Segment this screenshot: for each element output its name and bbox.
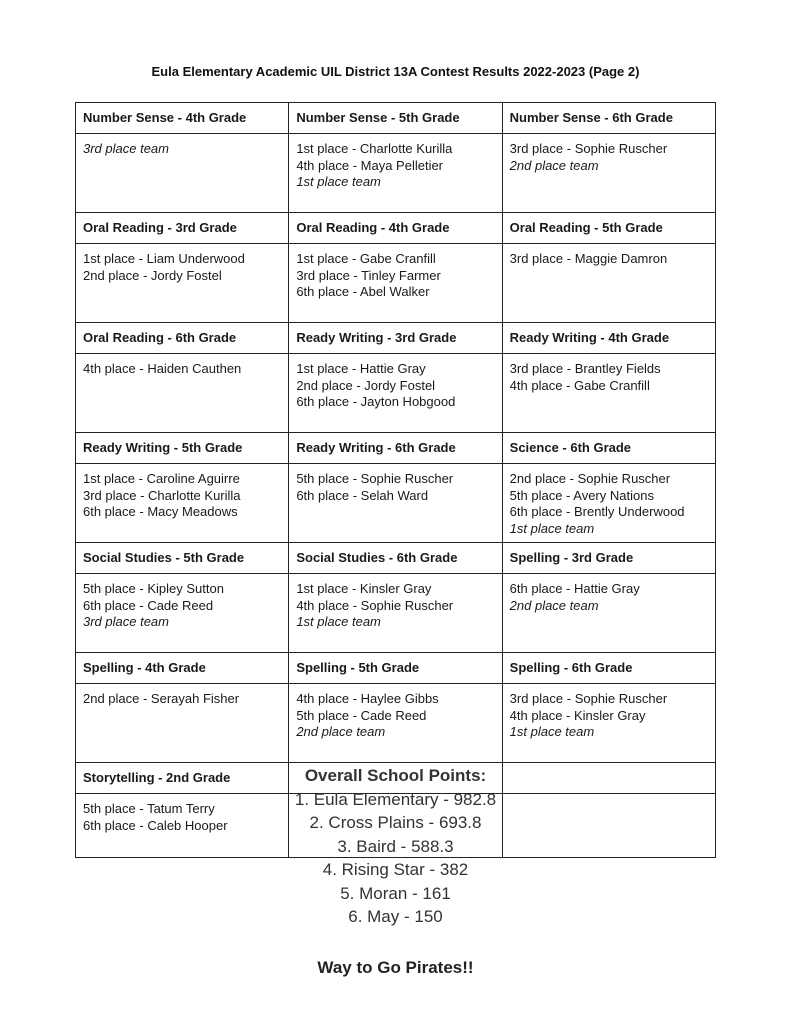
category-header-row [76, 433, 716, 464]
results-row [76, 574, 716, 653]
placement-entry: 5th place - Cade Reed [296, 707, 427, 723]
category-header: Spelling - 5th Grade [289, 653, 502, 684]
placement-entry: 6th place - Hattie Gray [509, 581, 640, 596]
results-table [75, 102, 716, 858]
category-header: Oral Reading - 3rd Grade [76, 213, 289, 244]
placement-entry: 5th place - Avery Nations [509, 487, 654, 503]
points-item: 5. Moran - 161 [340, 883, 451, 903]
results-row [76, 684, 716, 763]
placement-entry: 6th place - Cade Reed [83, 597, 214, 613]
placement-entry: 2nd place - Serayah Fisher [83, 691, 240, 706]
placement-entry: 1st place - Liam Underwood [83, 251, 245, 266]
team-placement: 1st place team [509, 724, 595, 739]
results-cell [76, 134, 289, 213]
placement-entry: 4th place - Sophie Ruscher [296, 597, 454, 613]
placement-entry: 5th place - Sophie Ruscher [296, 471, 454, 486]
placement-entry: 6th place - Brently Underwood [509, 504, 685, 519]
category-header: Social Studies - 5th Grade [76, 543, 289, 574]
results-row [76, 134, 716, 213]
team-placement: 3rd place team [83, 614, 169, 629]
results-cell [76, 574, 289, 653]
category-header: Spelling - 3rd Grade [502, 543, 715, 574]
points-item: 2. Cross Plains - 693.8 [309, 813, 482, 833]
category-header-row [76, 653, 716, 684]
team-placement: 1st place team [509, 520, 595, 536]
category-header: Ready Writing - 4th Grade [502, 323, 715, 354]
results-cell [76, 464, 289, 543]
results-cell [76, 354, 289, 433]
placement-entry: 6th place - Macy Meadows [83, 504, 238, 519]
category-header: Ready Writing - 6th Grade [289, 433, 502, 464]
results-cell [76, 684, 289, 763]
placement-entry: 2nd place - Sophie Ruscher [509, 471, 671, 486]
category-header: Number Sense - 5th Grade [289, 103, 502, 134]
results-cell [289, 464, 502, 543]
team-placement: 2nd place team [296, 724, 386, 739]
results-cell [502, 684, 715, 763]
placement-entry: 3rd place - Tinley Farmer [296, 267, 441, 283]
placement-entry: 1st place - Gabe Cranfill [296, 251, 436, 266]
results-cell [289, 244, 502, 323]
results-cell [502, 464, 715, 543]
placement-entry: 5th place - Kipley Sutton [83, 581, 224, 596]
category-header: Social Studies - 6th Grade [289, 543, 502, 574]
category-header: Storytelling - 2nd Grade [76, 763, 289, 794]
category-header-row [76, 543, 716, 574]
results-cell [502, 354, 715, 433]
placement-entry: 3rd place - Charlotte Kurilla [83, 487, 241, 503]
results-row [76, 464, 716, 543]
results-row [76, 354, 716, 433]
placement-entry: 1st place - Caroline Aguirre [83, 471, 240, 486]
points-item: 3. Baird - 588.3 [337, 836, 454, 856]
placement-entry: 1st place - Kinsler Gray [296, 581, 432, 596]
team-placement: 2nd place team [509, 597, 599, 613]
results-table-body [76, 103, 716, 858]
results-cell [289, 134, 502, 213]
overall-points-list [0, 788, 791, 928]
team-placement: 3rd place team [83, 141, 169, 156]
points-item: 6. May - 150 [348, 907, 443, 927]
category-header: Ready Writing - 5th Grade [76, 433, 289, 464]
placement-entry: 4th place - Haylee Gibbs [296, 691, 439, 706]
category-header-row [76, 323, 716, 354]
results-cell [76, 244, 289, 323]
placement-entry: 4th place - Kinsler Gray [509, 707, 646, 723]
placement-entry: 4th place - Maya Pelletier [296, 157, 444, 173]
category-header: Number Sense - 6th Grade [502, 103, 715, 134]
placement-entry: 3rd place - Maggie Damron [509, 251, 668, 266]
results-row [76, 244, 716, 323]
results-cell [289, 684, 502, 763]
points-item: 1. Eula Elementary - 982.8 [294, 790, 497, 809]
placement-entry: 4th place - Haiden Cauthen [83, 361, 242, 376]
category-header: Spelling - 6th Grade [502, 653, 715, 684]
placement-entry: 4th place - Gabe Cranfill [509, 377, 650, 393]
placement-entry: 6th place - Caleb Hooper [83, 817, 228, 833]
team-placement: 1st place team [296, 174, 381, 189]
page-title: Eula Elementary Academic UIL District 13A Contest Results 2022-2023 (Page 2) [151, 64, 640, 79]
placement-entry: 6th place - Selah Ward [296, 487, 429, 503]
category-header: Spelling - 4th Grade [76, 653, 289, 684]
placement-entry: 3rd place - Sophie Ruscher [509, 691, 668, 706]
category-header-row [76, 103, 716, 134]
placement-entry: 2nd place - Jordy Fostel [83, 267, 222, 283]
placement-entry: 6th place - Jayton Hobgood [296, 394, 456, 409]
placement-entry: 5th place - Tatum Terry [83, 801, 215, 816]
category-header: Science - 6th Grade [502, 433, 715, 464]
team-placement: 2nd place team [509, 157, 599, 173]
placement-entry: 3rd place - Brantley Fields [509, 361, 661, 376]
team-placement: 1st place team [296, 614, 381, 629]
overall-points-heading: Overall School Points: [304, 766, 487, 785]
results-cell [502, 134, 715, 213]
closing-message: Way to Go Pirates!! [317, 958, 474, 977]
results-cell [289, 354, 502, 433]
results-cell [502, 574, 715, 653]
category-header: Oral Reading - 5th Grade [502, 213, 715, 244]
category-header: Oral Reading - 6th Grade [76, 323, 289, 354]
category-header: Oral Reading - 4th Grade [289, 213, 502, 244]
points-item: 4. Rising Star - 382 [322, 860, 469, 880]
placement-entry: 3rd place - Sophie Ruscher [509, 141, 668, 156]
results-cell [502, 244, 715, 323]
category-header: Number Sense - 4th Grade [76, 103, 289, 134]
category-header-row [76, 213, 716, 244]
category-header: Ready Writing - 3rd Grade [289, 323, 502, 354]
placement-entry: 1st place - Hattie Gray [296, 361, 426, 376]
results-cell [289, 574, 502, 653]
overall-points-section [0, 764, 791, 928]
placement-entry: 1st place - Charlotte Kurilla [296, 141, 453, 156]
placement-entry: 6th place - Abel Walker [296, 284, 430, 299]
placement-entry: 2nd place - Jordy Fostel [296, 377, 436, 393]
